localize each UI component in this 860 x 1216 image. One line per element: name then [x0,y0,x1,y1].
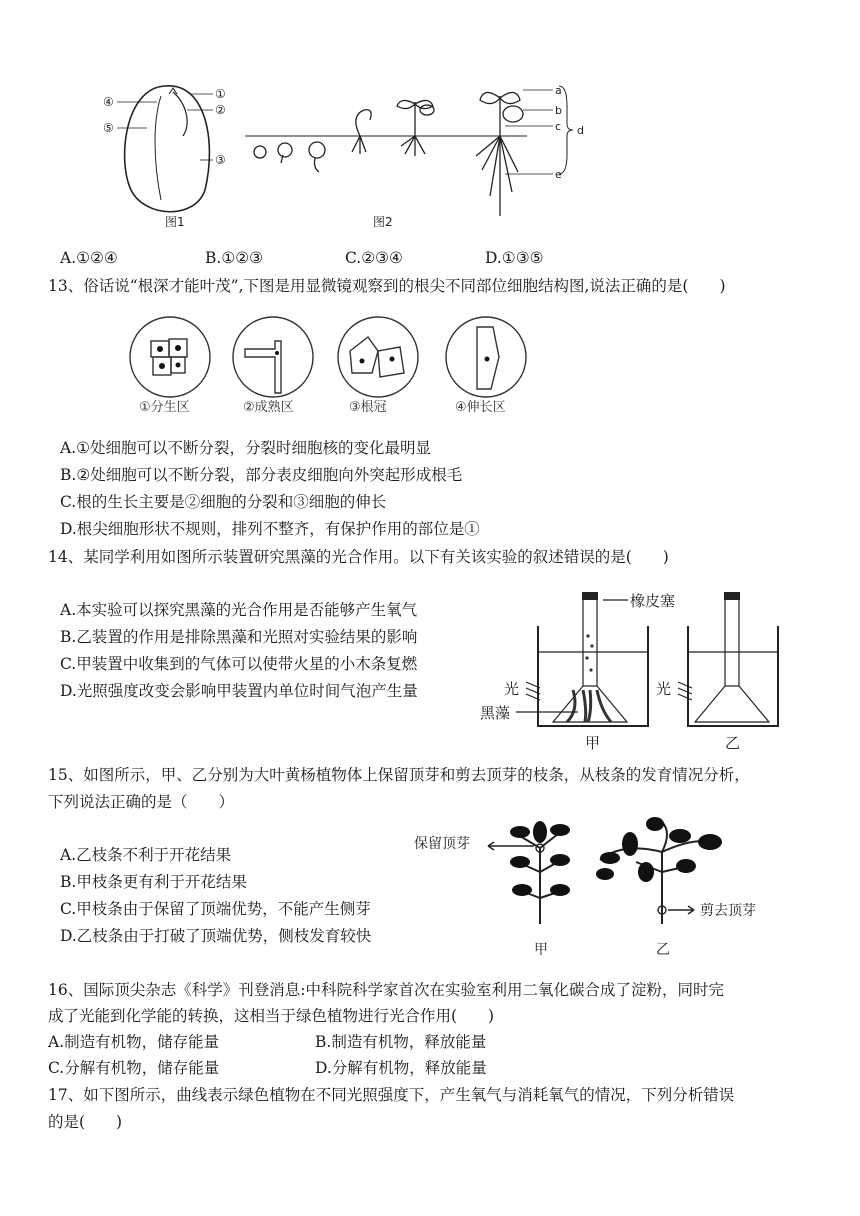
q13-stem: 13、俗话说“根深才能叶茂”,下图是用显微镜观察到的根尖不同部位细胞结构图,说法正确的是( ) [48,277,726,295]
q15-stem-line2: 下列说法正确的是（ ） [48,793,235,811]
cell-label-2: ②成熟区 [243,400,294,415]
fig2-label-d: d [577,124,584,137]
q17-stem-line1: 17、如下图所示，曲线表示绿色植物在不同光照强度下，产生氧气与消耗氧气的情况，下列分析错误 [48,1086,735,1104]
q16-option-a[interactable]: A.制造有机物，储存能量 [48,1033,220,1051]
label-stopper: 橡皮塞 [630,592,676,610]
fig1-label-1: ① [215,87,226,101]
label-keep-bud: 保留顶芽 [414,836,470,852]
label-yi: 乙 [725,734,741,752]
label-branch-jia: 甲 [534,942,548,958]
fig2-label-e: e [555,168,562,181]
q16-stem-line2: 成了光能到化学能的转换，这相当于绿色植物进行光合作用( ) [48,1007,495,1025]
label-jia: 甲 [585,734,601,752]
q15-option-a[interactable]: A.乙枝条不利于开花结果 [60,846,232,864]
q13-option-b[interactable]: B.②处细胞可以不断分裂，部分表皮细胞向外突起形成根毛 [60,466,463,484]
q12-option-a[interactable]: A.①②④ [60,249,118,267]
q14-option-b[interactable]: B.乙装置的作用是排除黑藻和光照对实验结果的影响 [60,628,418,646]
label-branch-yi: 乙 [656,942,670,958]
branch-pruning-figure [410,812,790,962]
q16-stem-line1: 16、国际顶尖杂志《科学》刊登消息:中科院科学家首次在实验室利用二氧化碳合成了淀粉，同时完 [48,981,724,999]
label-light-yi: 光 [656,680,672,698]
root-tip-cells-figure [125,315,545,420]
seed-germination-figure [95,80,615,230]
q13-option-c[interactable]: C.根的生长主要是②细胞的分裂和③细胞的伸长 [60,493,387,511]
algae-apparatus-figure [478,586,788,754]
label-algae: 黑藻 [480,704,511,722]
q17-stem-line2: 的是( ) [48,1113,123,1131]
q16-option-c[interactable]: C.分解有机物，储存能量 [48,1059,220,1077]
fig2-label-b: b [555,104,562,117]
q16-option-b[interactable]: B.制造有机物，释放能量 [315,1033,487,1051]
label-light-jia: 光 [504,680,520,698]
label-cut-bud: 剪去顶芽 [700,903,756,919]
germination-sequence-diagram [245,86,573,216]
q12-option-c[interactable]: C.②③④ [345,249,403,267]
fig1-caption: 图1 [165,215,185,229]
fig1-label-4: ④ [103,95,114,109]
q15-stem-line1: 15、如图所示，甲、乙分别为大叶黄杨植物体上保留顶芽和剪去顶芽的枝条，从枝条的发育情况分析， [48,766,750,784]
fig2-caption: 图2 [373,215,393,229]
q12-option-d[interactable]: D.①③⑤ [485,249,544,267]
q14-option-c[interactable]: C.甲装置中收集到的气体可以使带火星的小木条复燃 [60,655,418,673]
fig2-label-c: c [555,120,562,133]
fig2-label-a: a [555,84,562,97]
q13-option-a[interactable]: A.①处细胞可以不断分裂，分裂时细胞核的变化最明显 [60,439,432,457]
q15-option-b[interactable]: B.甲枝条更有利于开花结果 [60,873,247,891]
cell-label-1: ①分生区 [139,400,190,415]
q13-option-d[interactable]: D.根尖细胞形状不规则，排列不整齐，有保护作用的部位是① [60,520,480,538]
q14-option-a[interactable]: A.本实验可以探究黑藻的光合作用是否能够产生氧气 [60,601,418,619]
fig1-label-3: ③ [215,153,226,167]
q14-stem: 14、某同学利用如图所示装置研究黑藻的光合作用。以下有关该实验的叙述错误的是( ) [48,548,669,566]
cell-label-4: ④伸长区 [455,400,506,415]
fig1-label-5: ⑤ [103,121,114,135]
q15-option-d[interactable]: D.乙枝条由于打破了顶端优势，侧枝发育较快 [60,927,372,945]
q14-option-d[interactable]: D.光照强度改变会影响甲装置内单位时间气泡产生量 [60,682,418,700]
fig1-label-2: ② [215,103,226,117]
q15-option-c[interactable]: C.甲枝条由于保留了顶端优势，不能产生侧芽 [60,900,371,918]
cell-label-3: ③根冠 [349,400,387,415]
bean-seed-diagram [117,86,213,212]
q16-option-d[interactable]: D.分解有机物，释放能量 [315,1059,487,1077]
q12-option-b[interactable]: B.①②③ [205,249,264,267]
q12-options [60,247,820,269]
